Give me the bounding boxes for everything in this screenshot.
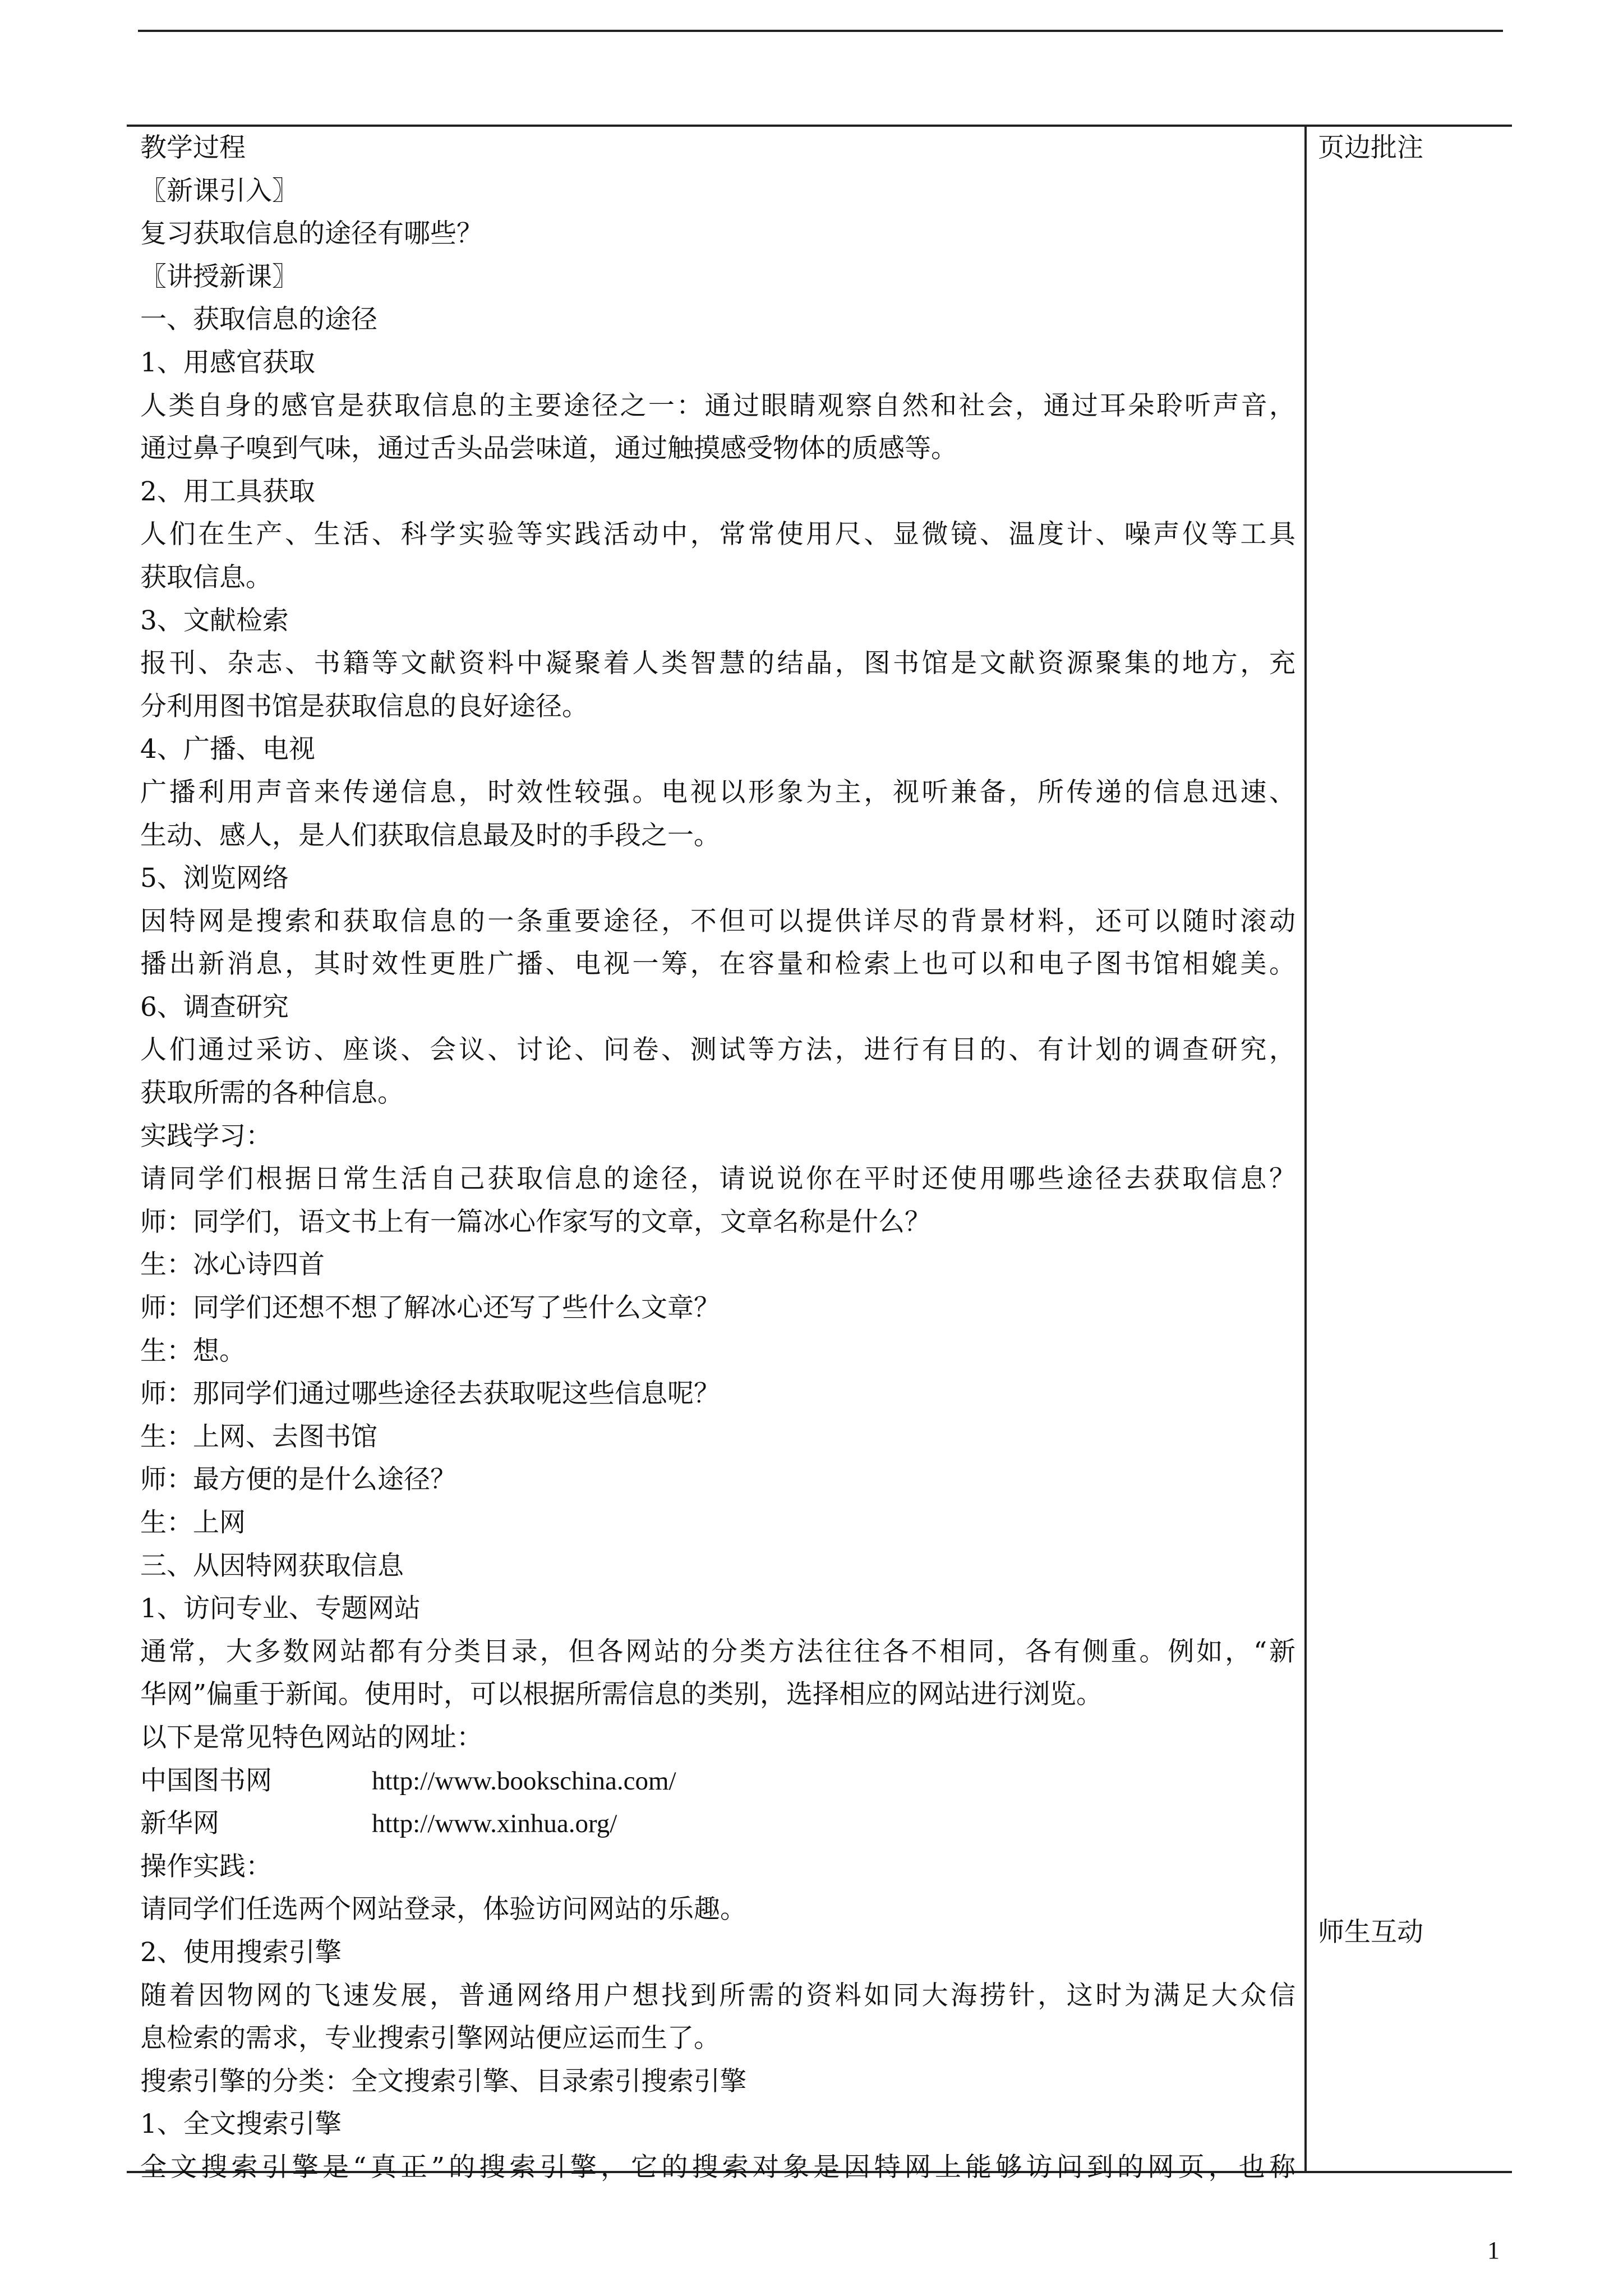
margin-note-interaction: 师生互动 xyxy=(1318,1917,1423,1948)
text-line: 搜索引擎的分类：全文搜索引擎、目录索引搜索引擎 xyxy=(140,2065,746,2097)
text-line: 分利用图书馆是获取信息的良好途径。 xyxy=(140,691,588,722)
text-line: 华网”偏重于新闻。使用时，可以根据所需信息的类别，选择相应的网站进行浏览。 xyxy=(140,1679,1103,1710)
text-line: 5、浏览网络 xyxy=(140,863,289,894)
text-line: 师：同学们还想不想了解冰心还写了些什么文章？ xyxy=(140,1292,720,1324)
text-line: 息检索的需求，专业搜索引擎网站便应运而生了。 xyxy=(140,2023,720,2054)
text-line: 通常，大多数网站都有分类目录，但各网站的分类方法往往各不相同，各有侧重。例如，“新 xyxy=(140,1636,1295,1667)
text-line: 以下是常见特色网站的网址： xyxy=(140,1722,483,1753)
text-line: 操作实践： xyxy=(140,1851,272,1882)
text-line: 教学过程 xyxy=(140,132,246,163)
text-line: 生：想。 xyxy=(140,1335,246,1366)
text-line: 1、全文搜索引擎 xyxy=(140,2109,342,2140)
text-line: 师：同学们，语文书上有一篇冰心作家写的文章，文章名称是什么？ xyxy=(140,1206,931,1237)
text-line: 4、广播、电视 xyxy=(140,734,315,765)
text-line: 1、访问专业、专题网站 xyxy=(140,1593,421,1625)
website-row xyxy=(140,1802,1295,1846)
text-line: 报刊、杂志、书籍等文献资料中凝聚着人类智慧的结晶，图书馆是文献资源聚集的地方，充 xyxy=(140,648,1295,679)
text-line: 实践学习： xyxy=(140,1120,272,1152)
text-line: 播出新消息，其时效性更胜广播、电视一筹，在容量和检索上也可以和电子图书馆相媲美。 xyxy=(140,949,1295,980)
text-line: 师：最方便的是什么途径？ xyxy=(140,1464,457,1496)
text-line: 师：那同学们通过哪些途径去获取呢这些信息呢？ xyxy=(140,1378,720,1410)
text-line: 因特网是搜索和获取信息的一条重要途径，不但可以提供详尽的背景材料，还可以随时滚动 xyxy=(140,905,1295,937)
text-line: 〖新课引入〗 xyxy=(140,175,298,206)
website-name: 新华网 xyxy=(140,1808,219,1839)
text-line: 请同学们根据日常生活自己获取信息的途径，请说说你在平时还使用哪些途径去获取信息？ xyxy=(140,1163,1295,1195)
text-line: 一、获取信息的途径 xyxy=(140,304,377,335)
website-name: 中国图书网 xyxy=(140,1765,272,1796)
text-line: 2、使用搜索引擎 xyxy=(140,1936,342,1968)
text-line: 随着因物网的飞速发展，普通网络用户想找到所需的资料如同大海捞针，这时为满足大众信 xyxy=(140,1980,1295,2011)
text-line: 6、调查研究 xyxy=(140,991,289,1023)
website-url: http://www.xinhua.org/ xyxy=(372,1809,617,1839)
text-line: 1、用感官获取 xyxy=(140,347,315,378)
text-line: 生：冰心诗四首 xyxy=(140,1249,325,1281)
text-line: 人们通过采访、座谈、会议、讨论、问卷、测试等方法，进行有目的、有计划的调查研究， xyxy=(140,1034,1295,1066)
text-line: 〖讲授新课〗 xyxy=(140,261,298,292)
column-divider xyxy=(1304,125,1307,2173)
text-line: 广播利用声音来传递信息，时效性较强。电视以形象为主，视听兼备，所传递的信息迅速、 xyxy=(140,776,1295,808)
text-line: 2、用工具获取 xyxy=(140,476,315,507)
text-line: 全文搜索引擎是“真正”的搜索引擎，它的搜索对象是因特网上能够访问到的网页，也称 xyxy=(140,2151,1295,2183)
text-line: 生：上网、去图书馆 xyxy=(140,1421,377,1452)
website-url: http://www.bookschina.com/ xyxy=(372,1766,676,1796)
margin-notes-header: 页边批注 xyxy=(1318,132,1423,163)
text-line: 复习获取信息的途径有哪些？ xyxy=(140,218,483,250)
text-line: 三、从因特网获取信息 xyxy=(140,1550,404,1581)
text-line: 通过鼻子嗅到气味，通过舌头品尝味道，通过触摸感受物体的质感等。 xyxy=(140,433,957,464)
text-line: 3、文献检索 xyxy=(140,605,289,636)
text-line: 获取所需的各种信息。 xyxy=(140,1078,404,1109)
website-row xyxy=(140,1760,1295,1803)
page-header-rule xyxy=(138,30,1503,32)
text-line: 获取信息。 xyxy=(140,562,272,593)
text-line: 生：上网 xyxy=(140,1507,246,1538)
page-number: 1 xyxy=(1487,2237,1500,2264)
text-line: 人类自身的感官是获取信息的主要途径之一：通过眼睛观察自然和社会，通过耳朵聆听声音， xyxy=(140,390,1295,421)
text-line: 生动、感人，是人们获取信息最及时的手段之一。 xyxy=(140,820,720,851)
text-line: 人们在生产、生活、科学实验等实践活动中，常常使用尺、显微镜、温度计、噪声仪等工具 xyxy=(140,519,1295,550)
teaching-process-column xyxy=(140,127,1295,2189)
text-line: 请同学们任选两个网站登录，体验访问网站的乐趣。 xyxy=(140,1894,746,1925)
